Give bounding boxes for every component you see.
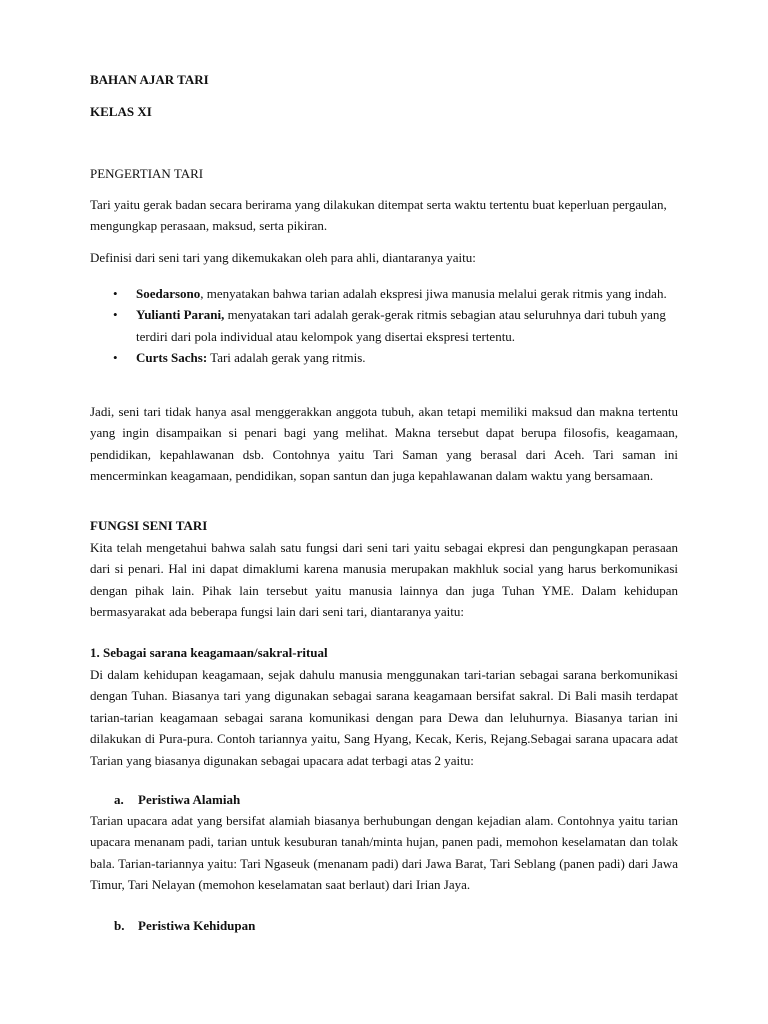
paragraph-intro-experts: Definisi dari seni tari yang dikemukakan oleh para ahli, diantaranya yaitu:: [90, 250, 476, 265]
paragraph-meaning: Jadi, seni tari tidak hanya asal menggerakkan anggota tubuh, akan tetapi memiliki maksud dan makna tertentu yang ingin disampaikan si penari bagi yang melihat. Makna tersebut dapat berupa filosofis, keagamaan, pendidikan, kepahlawanan dsb. Contohnya yaitu Tari Saman yang berasal dari Aceh. Tari saman ini mencerminkan keagamaan, pendidikan, sopan santun dan juga kepahlawanan dalam waktu yang bersamaan.: [90, 404, 678, 484]
list-item: [90, 283, 678, 304]
subheading-a-label: a.: [114, 792, 124, 807]
list-item: [90, 347, 678, 368]
subheading-b-text: Peristiwa Kehidupan: [138, 918, 256, 933]
subheading-a: [114, 792, 240, 808]
section-heading-pengertian: PENGERTIAN TARI: [90, 166, 204, 181]
bullet-icon: •: [113, 286, 118, 301]
subheading-a-text: Peristiwa Alamiah: [138, 792, 241, 807]
class-label: KELAS XI: [90, 104, 152, 119]
experts-list: [90, 283, 678, 369]
document-title: BAHAN AJAR TARI: [90, 72, 209, 87]
list-item: [90, 304, 678, 347]
paragraph-peristiwa-alamiah: Tarian upacara adat yang bersifat alamiah biasanya berhubungan dengan kejadian alam. Contohnya yaitu tarian upacara menanam padi, tarian untuk kesuburan tanah/minta hujan, panen padi, memohon keselamatan dan tolak bala. Tarian-tariannya yaitu: Tari Ngaseuk (menanam padi) dari Jawa Barat, Tari Seblang (panen padi) dari Jawa Timur, Tari Nelayan (memohon keselamatan saat berlaut) dari Irian Jaya.: [90, 813, 678, 893]
expert-quote: Tari adalah gerak yang ritmis.: [207, 350, 366, 366]
bullet-icon: •: [113, 307, 118, 323]
expert-quote: , menyatakan bahwa tarian adalah ekspresi jiwa manusia melalui gerak ritmis yang indah.: [200, 286, 667, 301]
paragraph-definition: Tari yaitu gerak badan secara berirama yang dilakukan ditempat serta waktu tertentu buat keperluan pergaulan, mengungkap perasaan, maksud, serta pikiran.: [90, 197, 667, 234]
subheading-b: [114, 918, 255, 934]
section-heading-fungsi: FUNGSI SENI TARI: [90, 518, 208, 533]
expert-name: Yulianti Parani,: [136, 307, 225, 323]
expert-name: Curts Sachs:: [136, 350, 208, 366]
function-heading-1: 1. Sebagai sarana keagamaan/sakral-ritual: [90, 645, 328, 660]
expert-quote: menyatakan tari adalah gerak-gerak ritmis sebagian atau seluruhnya dari tubuh yang terdiri dari pola individual atau kelompok yang disertai ekspresi tertentu.: [136, 307, 666, 344]
paragraph-function-1: Di dalam kehidupan keagamaan, sejak dahulu manusia menggunakan tari-tarian sebagai sarana berkomunikasi dengan Tuhan. Biasanya tari yang digunakan sebagai sarana keagamaan bersifat sakral. Di Bali masih terdapat tarian-tarian keagamaan sebagai sarana komunikasi dengan para Dewa dan leluhurnya. Biasanya tarian ini dilakukan di Pura-pura. Contoh tariannya yaitu, Sang Hyang, Kecak, Keris, Rejang.Sebagai sarana upacara adat Tarian yang biasanya digunakan sebagai upacara adat terbagi atas 2 yaitu:: [90, 667, 678, 768]
subheading-b-label: b.: [114, 918, 125, 933]
bullet-icon: •: [113, 350, 118, 366]
expert-name: Soedarsono: [136, 286, 201, 301]
paragraph-functions-intro: Kita telah mengetahui bahwa salah satu fungsi dari seni tari yaitu sebagai ekpresi dan pengungkapan perasaan dari si penari. Hal ini dapat dimaklumi karena manusia merupakan makhluk social yang harus berkomunikasi dengan pihak lain. Pihak lain tersebut yaitu manusia lainnya dan juga Tuhan YME. Dalam kehidupan bermasyarakat ada beberapa fungsi lain dari seni tari, diantaranya yaitu:: [90, 540, 678, 620]
